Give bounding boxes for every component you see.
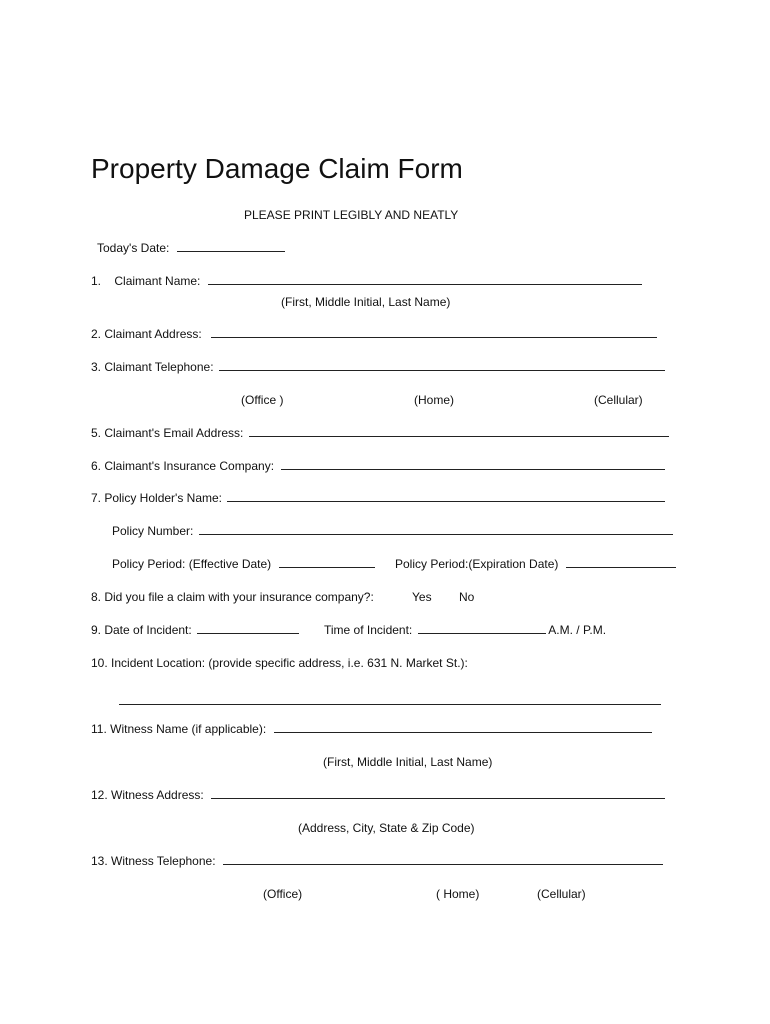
policy-holder-label: 7. Policy Holder's Name: <box>91 491 223 505</box>
witness-telephone-field[interactable] <box>223 854 663 865</box>
incident-time-label: Time of Incident: <box>324 623 413 637</box>
claimant-insurance-row <box>91 459 665 473</box>
policy-expiration-row <box>395 557 676 571</box>
policy-holder-field[interactable] <box>227 491 665 502</box>
policy-expiration-field[interactable] <box>566 557 676 568</box>
instruction-text: PLEASE PRINT LEGIBLY AND NEATLY <box>244 208 459 222</box>
claimant-address-row <box>91 327 657 341</box>
policy-number-label: Policy Number: <box>112 524 194 538</box>
incident-date-field[interactable] <box>197 623 299 634</box>
witness-phone-cellular-label: (Cellular) <box>537 887 586 901</box>
claimant-insurance-field[interactable] <box>281 459 665 470</box>
claimant-email-row <box>91 426 669 440</box>
incident-date-label: 9. Date of Incident: <box>91 623 192 637</box>
claim-filed-label: 8. Did you file a claim with your insurance company?: <box>91 590 374 604</box>
item-number: 1. <box>91 274 102 288</box>
incident-time-row <box>324 623 606 637</box>
policy-number-row <box>112 524 673 538</box>
witness-name-row <box>91 722 652 736</box>
witness-telephone-row <box>91 854 663 868</box>
policy-expiration-label: Policy Period:(Expiration Date) <box>395 557 559 571</box>
todays-date-label: Today's Date: <box>97 241 170 255</box>
policy-effective-field[interactable] <box>279 557 375 568</box>
claimant-name-row <box>91 274 642 288</box>
witness-name-label: 11. Witness Name (if applicable): <box>91 722 267 736</box>
policy-holder-row <box>91 491 665 505</box>
witness-address-hint: (Address, City, State & Zip Code) <box>298 821 475 835</box>
claim-filed-yes[interactable]: Yes <box>412 590 432 604</box>
witness-name-hint: (First, Middle Initial, Last Name) <box>323 755 493 769</box>
claimant-email-label: 5. Claimant's Email Address: <box>91 426 244 440</box>
todays-date-row <box>97 241 285 255</box>
claim-filed-no[interactable]: No <box>459 590 475 604</box>
todays-date-field[interactable] <box>177 241 285 252</box>
witness-address-label: 12. Witness Address: <box>91 788 204 802</box>
policy-number-field[interactable] <box>199 524 673 535</box>
incident-location-field[interactable] <box>119 694 661 705</box>
witness-phone-office-label: (Office) <box>263 887 303 901</box>
witness-name-field[interactable] <box>274 722 652 733</box>
claimant-address-field[interactable] <box>211 327 657 338</box>
claimant-address-label: 2. Claimant Address: <box>91 327 202 341</box>
policy-effective-label: Policy Period: (Effective Date) <box>112 557 272 571</box>
claimant-telephone-field[interactable] <box>219 360 665 371</box>
witness-telephone-label: 13. Witness Telephone: <box>91 854 216 868</box>
phone-cellular-label: (Cellular) <box>594 393 643 407</box>
phone-home-label: (Home) <box>414 393 455 407</box>
claimant-insurance-label: 6. Claimant's Insurance Company: <box>91 459 275 473</box>
witness-phone-home-label: ( Home) <box>436 887 480 901</box>
incident-location-field-wrap <box>119 692 661 710</box>
am-pm-label: A.M. / P.M. <box>548 623 607 637</box>
claimant-name-hint: (First, Middle Initial, Last Name) <box>281 295 451 309</box>
claimant-telephone-row <box>91 360 665 374</box>
claimant-name-label: Claimant Name: <box>114 274 201 288</box>
witness-address-row <box>91 788 665 802</box>
witness-address-field[interactable] <box>211 788 665 799</box>
claimant-telephone-label: 3. Claimant Telephone: <box>91 360 214 374</box>
incident-location-label: 10. Incident Location: (provide specific address, i.e. 631 N. Market St.): <box>91 656 468 670</box>
policy-effective-row <box>112 557 375 571</box>
incident-date-row <box>91 623 299 637</box>
claimant-name-field[interactable] <box>208 274 642 285</box>
page-title: Property Damage Claim Form <box>91 153 463 184</box>
claim-filed-row <box>91 590 374 604</box>
phone-office-label: (Office ) <box>241 393 284 407</box>
claimant-email-field[interactable] <box>249 426 669 437</box>
incident-time-field[interactable] <box>418 623 546 634</box>
